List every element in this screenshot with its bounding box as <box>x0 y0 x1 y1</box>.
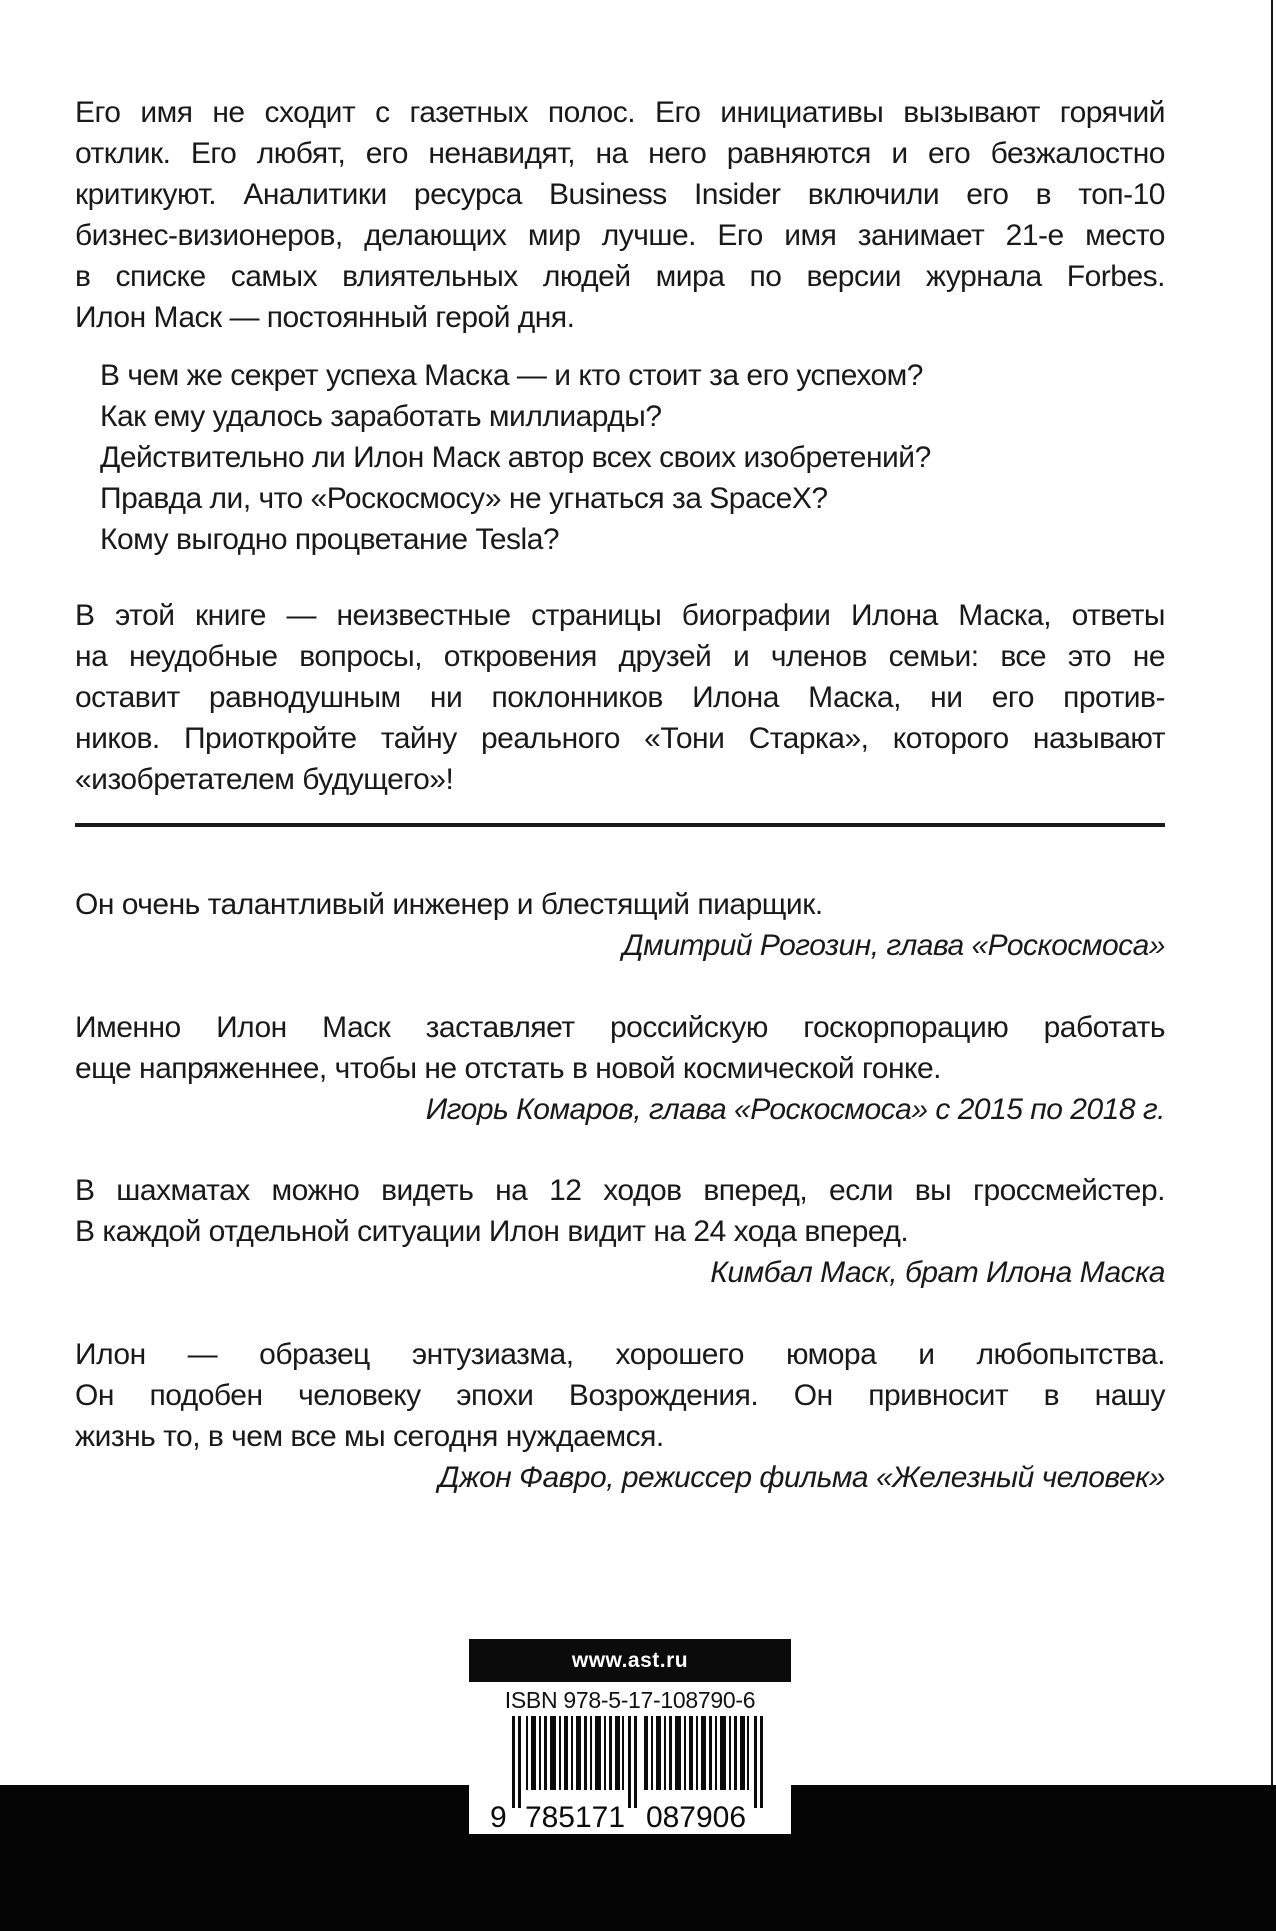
text-line: ников. Приоткройте тайну реального «Тони Старка», которого называют <box>75 722 1165 755</box>
text-line: критикуют. Аналитики ресурса Business Insider включили его в топ-10 <box>75 178 1165 211</box>
quote-favreau <box>75 1334 1165 1498</box>
barcode-digit-lead: 9 <box>490 1801 507 1834</box>
quote-kimbal <box>75 1170 1165 1293</box>
quote-text-line: Именно Илон Маск заставляет российскую госкорпорацию работать <box>75 1011 1165 1044</box>
divider-rule <box>75 823 1165 827</box>
quote-komarov <box>75 1007 1165 1130</box>
right-edge-line <box>1271 0 1273 1931</box>
text-line: на неудобные вопросы, откровения друзей и членов семьи: все это не <box>75 640 1165 673</box>
quote-attribution: Игорь Комаров, глава «Роскосмоса» с 2015 по 2018 г. <box>425 1093 1165 1126</box>
quote-attribution: Дмитрий Рогозин, глава «Роскосмоса» <box>622 929 1165 962</box>
question-line: Действительно ли Илон Маск автор всех своих изобретений? <box>100 441 931 474</box>
isbn-number: ISBN 978-5-17-108790-6 <box>504 1687 756 1713</box>
question-line: Кому выгодно процветание Tesla? <box>100 523 560 556</box>
text-line: Илон Маск — постоянный герой дня. <box>75 301 575 334</box>
quote-text-line: Он подобен человеку эпохи Возрождения. Он привносит в нашу <box>75 1379 1165 1412</box>
text-line: в списке самых влиятельных людей мира по версии журнала Forbes. <box>75 260 1165 293</box>
text-line: бизнес-визионеров, делающих мир лучше. Его имя занимает 21-е место <box>75 219 1165 252</box>
question-line: В чем же секрет успеха Маска — и кто стоит за его успехом? <box>100 359 923 392</box>
quote-text-line: Он очень талантливый инженер и блестящий пиарщик. <box>75 888 823 921</box>
text-line: отклик. Его любят, его ненавидят, на него равняются и его безжалостно <box>75 137 1165 170</box>
quote-text-line: В каждой отдельной ситуации Илон видит на 24 хода вперед. <box>75 1215 909 1248</box>
quote-text-line: жизнь то, в чем все мы сегодня нуждаемся. <box>75 1420 664 1453</box>
quote-rogozin <box>75 884 1165 966</box>
quote-text-line: еще напряженнее, чтобы не отстать в новой космической гонке. <box>75 1052 942 1085</box>
summary-paragraph <box>75 595 1165 800</box>
barcode-digits-left: 785171 <box>524 1801 626 1834</box>
publisher-website-bar: www.ast.ru <box>469 1639 791 1682</box>
text-line: Его имя не сходит с газетных полос. Его инициативы вызывают горячий <box>75 96 1165 129</box>
text-line: оставит равнодушным ни поклонников Илона Маска, ни его против- <box>75 681 1165 714</box>
question-line: Как ему удалось заработать миллиарды? <box>100 400 662 433</box>
quote-text-line: В шахматах можно видеть на 12 ходов вперед, если вы гроссмейстер. <box>75 1174 1165 1207</box>
text-line: «изобретателем будущего»! <box>75 763 454 796</box>
quote-attribution: Кимбал Маск, брат Илона Маска <box>710 1256 1165 1289</box>
quote-attribution: Джон Фавро, режиссер фильма «Железный человек» <box>438 1461 1165 1494</box>
barcode-digits-right: 087906 <box>645 1801 747 1834</box>
text-line: В этой книге — неизвестные страницы биографии Илона Маска, ответы <box>75 599 1165 632</box>
barcode-bars <box>512 1716 763 1808</box>
intro-paragraph <box>75 92 1165 338</box>
question-line: Правда ли, что «Роскосмосу» не угнаться за SpaceX? <box>100 482 828 515</box>
quote-text-line: Илон — образец энтузиазма, хорошего юмора и любопытства. <box>75 1338 1165 1371</box>
barcode-block <box>469 1632 791 1834</box>
questions-list <box>75 355 1190 560</box>
ean13-barcode <box>488 1716 772 1834</box>
